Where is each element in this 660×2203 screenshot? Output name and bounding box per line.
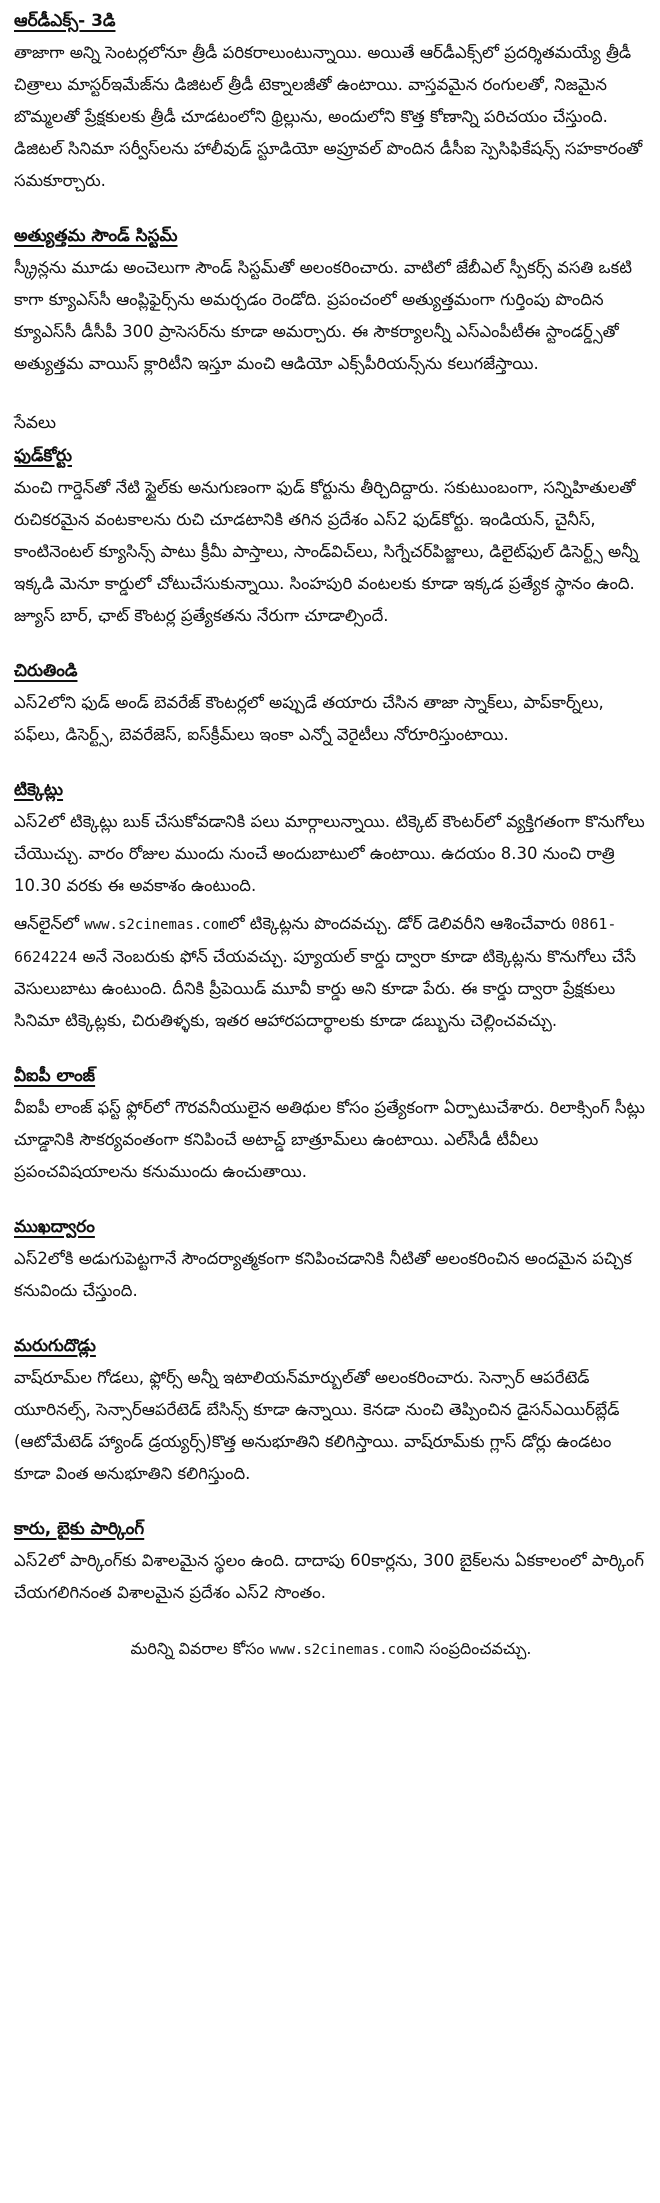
phone-number: 0861-6624224 bbox=[14, 915, 617, 966]
section-title: అత్యుత్తమ సౌండ్‌ సిస్టమ్‌ bbox=[14, 226, 178, 246]
section-parking bbox=[14, 1514, 648, 1609]
section-entrance bbox=[14, 1212, 648, 1307]
section-title: కారు, బైకు పార్కింగ్‌ bbox=[14, 1519, 145, 1539]
section-food-court bbox=[14, 441, 648, 632]
section-snacks bbox=[14, 656, 648, 751]
section-paragraph: మంచి గార్డెన్‌తో నేటి స్టైల్‌కు అనుగుణంగా ఫుడ్‌ కోర్టును తీర్చిదిద్దారు. సకుటుంబంగా, సన్నిహితులతో రుచికరమైన వంటకాలను రుచి చూడటానికి తగిన ప్రదేశం ఎస్‌2 ఫుడ్‌కోర్టు. ఇండియన్‌, చైనీస్‌, కాంటినెంటల్‌ క్యూసిన్స్‌ పాటు క్రీమీ పాస్తాలు, సాండ్‌విచ్‌లు, సిగ్నేచర్‌పిజ్జాలు, డిలైట్‌ఫుల్‌ డిసెర్ట్స్‌ అన్నీ ఇక్కడి మెనూ కార్డులో చోటుచేసుకున్నాయి. సింహపురి వంటలకు కూడా ఇక్కడ ప్రత్యేక స్థానం ఉంది. జ్యూస్‌ బార్‌, ఛాట్‌ కౌంటర్ల ప్రత్యేకతను నేరుగా చూడాల్సిందే. bbox=[14, 478, 639, 625]
section-paragraph: ఎస్‌2లో టిక్కెట్లు బుక్‌ చేసుకోవడానికి పలు మార్గాలున్నాయి. టిక్కెట్‌ కౌంటర్‌లో వ్యక్తిగతంగా కొనుగోలు చేయొచ్చు. వారం రోజుల ముందు నుంచే అందుబాటులో ఉంటాయి. ఉదయం 8.30 నుంచి రాత్రి 10.30 వరకు ఈ అవకాశం ఉంటుంది. bbox=[14, 812, 645, 895]
section-paragraph: ఎస్‌2లోని ఫుడ్‌ అండ్‌ బెవరేజ్‌ కౌంటర్లలో అప్పుడే తయారు చేసిన తాజా స్నాక్‌లు, పాప్‌కార్న్‌లు, పఫ్‌లు, డిసెర్ట్స్‌, బెవరేజెస్‌, ఐస్‌క్రీమ్‌లు ఇంకా ఎన్నో వెరైటీలు నోరూరిస్తుంటాయి. bbox=[14, 693, 604, 744]
section-services bbox=[14, 404, 648, 441]
section-restrooms bbox=[14, 1331, 648, 1490]
section-title: ముఖద్వారం bbox=[14, 1217, 95, 1237]
section-title: ఫుడ్‌కోర్టు bbox=[14, 446, 72, 466]
section-title: చిరుతిండి bbox=[14, 661, 78, 681]
online-booking-paragraph bbox=[14, 908, 648, 1037]
section-title: మరుగుదొడ్లు bbox=[14, 1336, 96, 1356]
section-paragraph: స్క్రీన్లను మూడు అంచెలుగా సౌండ్‌ సిస్టమ్‌తో అలంకరించారు. వాటిలో జేబీఎల్‌ స్పీకర్స్‌ వసతి ఒకటి కాగా క్యూఎస్‌సీ ఆంప్లిఫైర్స్‌ను అమర్చడం రెండోది. ప్రపంచంలో అత్యుత్తమంగా గుర్తింపు పొందిన క్యూఎస్‌సీ డీసీపీ 300 ప్రాసెసర్‌ను కూడా అమర్చారు. ఈ సౌకర్యాలన్నీ ఎస్‌ఎంపీటీఈ స్టాండర్డ్స్‌తో అత్యుత్తమ వాయిస్‌ క్లారిటీని ఇస్తూ మంచి ఆడియో ఎక్స్‌పీరియన్స్‌ను కలుగజేస్తాయి. bbox=[14, 258, 632, 373]
online-prefix: ఆన్‌లైన్‌లో bbox=[14, 914, 80, 933]
section-rdx-3d bbox=[14, 6, 648, 197]
section-sound-system bbox=[14, 221, 648, 380]
section-paragraph: వాష్‌రూమ్‌ల గోడలు, ఫ్లోర్స్‌ అన్నీ ఇటాలియన్‌మార్బుల్‌తో అలంకరించారు. సెన్సార్‌ ఆపరేటెడ్‌ యూరినల్స్‌, సెన్సార్‌ఆపరేటెడ్‌ బేసిన్స్‌ కూడా ఉన్నాయి. కెనడా నుంచి తెప్పించిన డైసన్‌ఎయిర్‌బ్లేడ్‌ (ఆటోమేటెడ్‌ హ్యాండ్‌ డ్రయ్యర్స్‌)కొత్త అనుభూతిని కలిగిస్తాయి. వాష్‌రూమ్‌కు గ్లాస్‌ డోర్లు ఉండటం కూడా వింత అనుభూతిని కలిగిస్తుంది. bbox=[14, 1368, 620, 1483]
section-vip-lounge bbox=[14, 1061, 648, 1188]
section-tickets bbox=[14, 775, 648, 1037]
online-suffix: అనే నెంబరుకు ఫోన్‌ చేయవచ్చు. ప్యూయల్‌ కార్డు ద్వారా కూడా టిక్కెట్లను కొనుగోలు చేసే వెసులుబాటు ఉంటుంది. దీనికి ప్రీపెయిడ్‌ మూవీ కార్డు అని కూడా పేరు. ఈ కార్డు ద్వారా ప్రేక్షకులు సినిమా టిక్కెట్లకు, చిరుతిళ్ళకు, ఇతర ఆహారపదార్థాలకు కూడా డబ్బును చెల్లించవచ్చు. bbox=[14, 947, 636, 1030]
footer-website-link[interactable]: www.s2cinemas.com bbox=[269, 1642, 413, 1658]
section-paragraph: తాజాగా అన్ని సెంటర్లలోనూ త్రీడీ పరికరాలుంటున్నాయి. అయితే ఆర్‌డీఎక్స్‌లో ప్రదర్శితమయ్యే త్రీడీ చిత్రాలు మాస్టర్‌ఇమేజ్‌ను డిజిటల్‌ త్రీడీ టెక్నాలజీతో ఉంటాయి. వాస్తవమైన రంగులతో, నిజమైన బొమ్మలతో ప్రేక్షకులకు త్రీడీ చూడటంలోని థ్రిల్లును, అందులోని కొత్త కోణాన్ని పరిచయం చేస్తుంది. డిజిటల్‌ సినిమా సర్వీస్‌లను హాలీవుడ్‌ స్టూడియో అప్రూవల్‌ పొందిన డీసీఐ స్పెసిఫికేషన్స్‌ సహకారంతో సమకూర్చారు. bbox=[14, 43, 643, 190]
section-title: ఆర్‌డీఎక్స్‌- 3డి bbox=[14, 11, 116, 31]
footer-prefix: మరిన్ని వివరాల కోసం bbox=[130, 1639, 265, 1658]
section-paragraph: ఎస్‌2లోకి అడుగుపెట్టగానే సౌందర్యాత్మకంగా కనిపించడానికి నీటితో అలంకరించిన అందమైన పచ్చిక కనువిందు చేస్తుంది. bbox=[14, 1249, 632, 1300]
section-title: వీఐపీ లాంజ్‌ bbox=[14, 1066, 96, 1086]
website-link[interactable]: www.s2cinemas.com bbox=[84, 917, 228, 933]
footer-suffix: ని సంప్రదించవచ్చు. bbox=[412, 1639, 532, 1658]
section-paragraph: ఎస్‌2లో పార్కింగ్‌కు విశాలమైన స్థలం ఉంది. దాదాపు 60కార్లను, 300 బైక్‌లను ఏకకాలంలో పార్కింగ్‌ చేయగలిగినంత విశాలమైన ప్రదేశం ఎస్‌2 సొంతం. bbox=[14, 1551, 645, 1602]
online-mid: లో టిక్కెట్లను పొందవచ్చు. డోర్‌ డెలివరీని ఆశించేవారు bbox=[227, 914, 567, 933]
footer-contact bbox=[14, 1633, 648, 1666]
section-paragraph: వీఐపీ లాంజ్‌ ఫస్ట్‌ ఫ్లోర్‌లో గౌరవనీయులైన అతిథుల కోసం ప్రత్యేకంగా ఏర్పాటుచేశారు. రిలాక్సింగ్‌ సీట్లు చూడ్డానికి సౌకర్యవంతంగా కనిపించే అటాచ్డ్‌ బాత్రూమ్‌లు ఉంటాయి. ఎల్‌సీడీ టీవీలు ప్రపంచవిషయాలను కనుముందు ఉంచుతాయి. bbox=[14, 1098, 645, 1181]
section-title: టిక్కెట్లు bbox=[14, 780, 64, 800]
services-heading: సేవలు bbox=[14, 413, 56, 433]
